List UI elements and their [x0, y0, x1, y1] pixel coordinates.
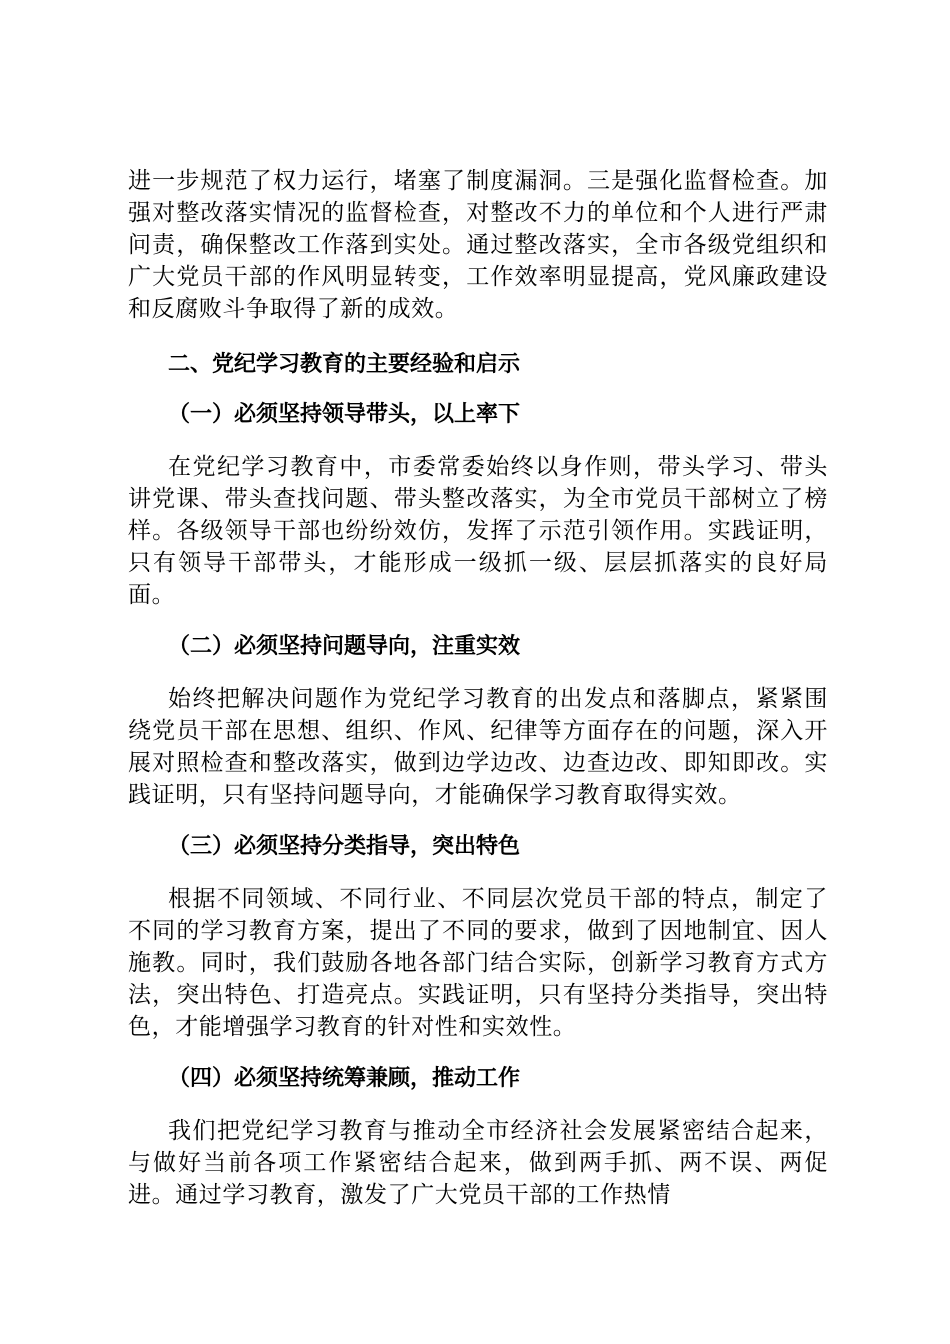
subsection-body-3: 根据不同领域、不同行业、不同层次党员干部的特点，制定了不同的学习教育方案，提出了不同的要求，做到了因地制宜、因人施教。同时，我们鼓励各地各部门结合实际，创新学习教育方式方法，突出特色、打造亮点。实践证明，只有坚持分类指导，突出特色，才能增强学习教育的针对性和实效性。 [128, 886, 828, 1040]
document-page [128, 165, 828, 1211]
subsection-body-4: 我们把党纪学习教育与推动全市经济社会发展紧密结合起来，与做好当前各项工作紧密结合起来，做到两手抓、两不误、两促进。通过学习教育，激发了广大党员干部的工作热情 [128, 1118, 828, 1208]
subsection-heading-4: （四）必须坚持统筹兼顾，推动工作 [168, 1066, 521, 1091]
subsection-heading-1: （一）必须坚持领导带头，以上率下 [168, 402, 521, 427]
section-heading: 二、党纪学习教育的主要经验和启示 [168, 352, 521, 377]
subsection-heading-2: （二）必须坚持问题导向，注重实效 [168, 634, 521, 659]
paragraph-continuation: 进一步规范了权力运行，堵塞了制度漏洞。三是强化监督检查。加强对整改落实情况的监督检查，对整改不力的单位和个人进行严肃问责，确保整改工作落到实处。通过整改落实，全市各级党组织和广大党员干部的作风明显转变，工作效率明显提高，党风廉政建设和反腐败斗争取得了新的成效。 [128, 168, 828, 322]
subsection-body-1: 在党纪学习教育中，市委常委始终以身作则，带头学习、带头讲党课、带头查找问题、带头整改落实，为全市党员干部树立了榜样。各级领导干部也纷纷效仿，发挥了示范引领作用。实践证明，只有领导干部带头，才能形成一级抓一级、层层抓落实的良好局面。 [128, 454, 828, 608]
subsection-body-2: 始终把解决问题作为党纪学习教育的出发点和落脚点，紧紧围绕党员干部在思想、组织、作风、纪律等方面存在的问题，深入开展对照检查和整改落实，做到边学边改、边查边改、即知即改。实践证明，只有坚持问题导向，才能确保学习教育取得实效。 [128, 686, 828, 808]
subsection-heading-3: （三）必须坚持分类指导，突出特色 [168, 834, 521, 859]
